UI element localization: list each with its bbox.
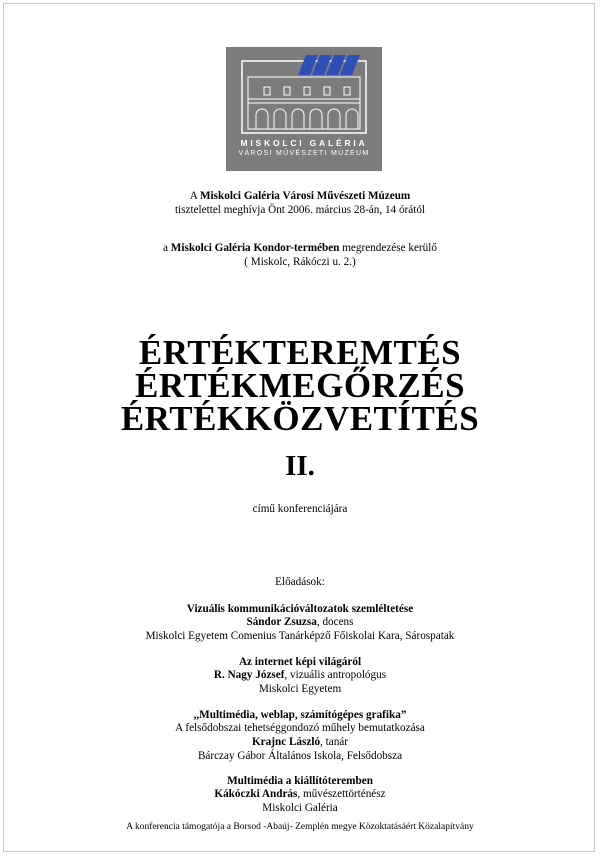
lecture-speaker: Sándor Zsuzsa, docens (246, 616, 354, 628)
logo-name: MISKOLCI GALÉRIA (240, 138, 368, 148)
museum-name: Miskolci Galéria Városi Művészeti Múzeum (200, 190, 411, 202)
sponsor-footer: A konferencia támogatója a Borsod -Abaúj- Zemplén megye Közoktatásáért Közalapítvány (126, 822, 474, 832)
title-line-2: ÉRTÉKMEGŐRZÉS (134, 366, 466, 405)
title-line-1: ÉRTÉKTEREMTÉS (138, 333, 462, 372)
subtitle: című konferenciájára (252, 503, 348, 515)
museum-logo (226, 47, 382, 171)
lecture-speaker: R. Nagy József, vizuális antropológus (213, 669, 387, 681)
lecture-title: Vizuális kommunikációváltozatok szemléltetése (186, 603, 414, 615)
invitation-line-2: tisztelettel meghívja Önt 2006. március 28-án, 14 órától (174, 204, 426, 216)
invitation-line-1: A Miskolci Galéria Városi Művészeti Múzeum (189, 190, 411, 202)
lecture-title: Multimédia a kiállítóteremben (227, 775, 373, 787)
venue-address: ( Miskolc, Rákóczi u. 2.) (244, 256, 356, 268)
lecture-affiliation: Bárczay Gábor Általános Iskola, Felsődobsza (197, 750, 403, 762)
lecture-affiliation: Miskolci Egyetem (258, 683, 342, 695)
lecture-speaker: Kákóczki András, művészettörténész (214, 788, 386, 800)
lecture-title: Az internet képi világáról (238, 656, 362, 668)
lecture-speaker: Krajnc László, tanár (251, 736, 348, 748)
lecture-title: ,,Multimédia, weblap, számítógépes grafika” (193, 709, 407, 721)
logo-subname: VÁROSI MŰVÉSZETI MÚZEUM (238, 150, 370, 157)
venue-line-1: a Miskolci Galéria Kondor-termében megrendezése kerülő (163, 242, 437, 254)
lecture-note: A felsődobszai tehetséggondozó műhely bemutatkozása (175, 722, 425, 734)
lecture-affiliation: Miskolci Egyetem Comenius Tanárképző Főiskolai Kara, Sárospatak (145, 630, 455, 642)
venue-hall: Miskolci Galéria Kondor-termében (170, 242, 340, 254)
title-line-3: ÉRTÉKKÖZVETÍTÉS (120, 399, 480, 438)
lecture-affiliation: Miskolci Galéria (262, 802, 338, 814)
lectures-heading: Előadások: (275, 576, 325, 588)
title-roman-numeral: II. (285, 450, 315, 482)
